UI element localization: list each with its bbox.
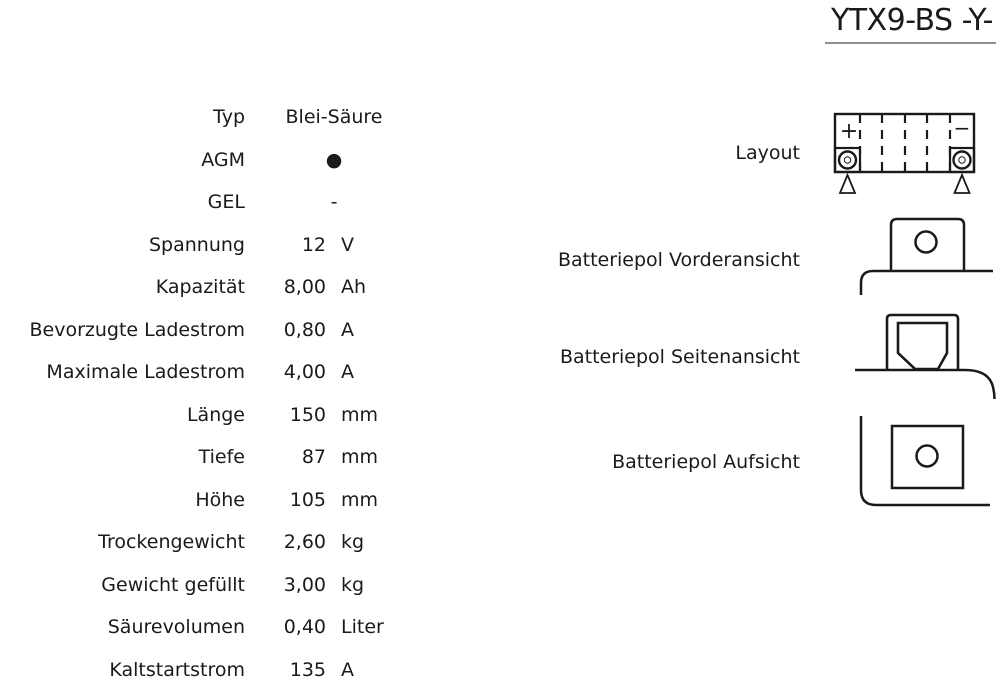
spec-value: - [245, 191, 401, 213]
left-terminal-arrow-icon [840, 175, 855, 193]
terminal-top-view-diagram-icon [845, 408, 1000, 523]
spec-value: 8,00 [245, 276, 326, 298]
spec-row [0, 139, 411, 182]
terminal-side-view-diagram-icon [830, 305, 1000, 405]
spec-value: 0,80 [245, 319, 326, 341]
side-view-label: Batteriepol Seitenansicht [560, 344, 800, 370]
spec-unit: kg [341, 574, 411, 596]
spec-label: Tiefe [0, 446, 245, 468]
plus-terminal-mark: + [840, 119, 858, 144]
spec-value: 4,00 [245, 361, 326, 383]
spec-unit: A [341, 361, 411, 383]
spec-row [0, 521, 411, 564]
spec-value: ● [245, 149, 401, 171]
minus-terminal-mark: − [954, 116, 971, 140]
spec-row [0, 479, 411, 522]
spec-label: Länge [0, 404, 245, 426]
spec-label: Säurevolumen [0, 616, 245, 638]
spec-label: Maximale Ladestrom [0, 361, 245, 383]
spec-value: 150 [245, 404, 326, 426]
spec-row [0, 649, 411, 691]
spec-label: Kapazität [0, 276, 245, 298]
spec-row [0, 224, 411, 267]
spec-value: 2,60 [245, 531, 326, 553]
spec-unit: A [341, 319, 411, 341]
spec-row [0, 351, 411, 394]
spec-label: AGM [0, 149, 245, 171]
spec-value: Blei-Säure [245, 106, 401, 128]
spec-row [0, 96, 411, 139]
spec-label: Gewicht gefüllt [0, 574, 245, 596]
spec-label: Trockengewicht [0, 531, 245, 553]
spec-value: 0,40 [245, 616, 326, 638]
spec-row [0, 564, 411, 607]
spec-unit: Ah [341, 276, 411, 298]
spec-value: 87 [245, 446, 326, 468]
front-view-label: Batteriepol Vorderansicht [558, 247, 800, 273]
spec-row [0, 181, 411, 224]
spec-label: Kaltstartstrom [0, 659, 245, 681]
spec-label: Spannung [0, 234, 245, 256]
spec-unit: A [341, 659, 411, 681]
spec-unit: mm [341, 404, 411, 426]
spec-unit: V [341, 234, 411, 256]
spec-table [0, 96, 411, 691]
spec-label: GEL [0, 191, 245, 213]
spec-row [0, 394, 411, 437]
spec-row [0, 606, 411, 649]
terminal-front-view-diagram-icon [840, 210, 1000, 300]
page-title: YTX9-BS -Y- [825, 3, 996, 44]
spec-row [0, 309, 411, 352]
spec-label: Bevorzugte Ladestrom [0, 319, 245, 341]
spec-row [0, 436, 411, 479]
spec-unit: Liter [341, 616, 411, 638]
spec-value: 12 [245, 234, 326, 256]
spec-value: 105 [245, 489, 326, 511]
spec-label: Typ [0, 106, 245, 128]
top-view-label: Batteriepol Aufsicht [612, 449, 800, 475]
right-terminal-arrow-icon [955, 175, 970, 193]
spec-value: 135 [245, 659, 326, 681]
battery-layout-diagram-icon [825, 105, 995, 200]
spec-row [0, 266, 411, 309]
spec-label: Höhe [0, 489, 245, 511]
layout-label: Layout [735, 140, 800, 166]
spec-unit: mm [341, 489, 411, 511]
spec-unit: mm [341, 446, 411, 468]
spec-unit: kg [341, 531, 411, 553]
spec-value: 3,00 [245, 574, 326, 596]
